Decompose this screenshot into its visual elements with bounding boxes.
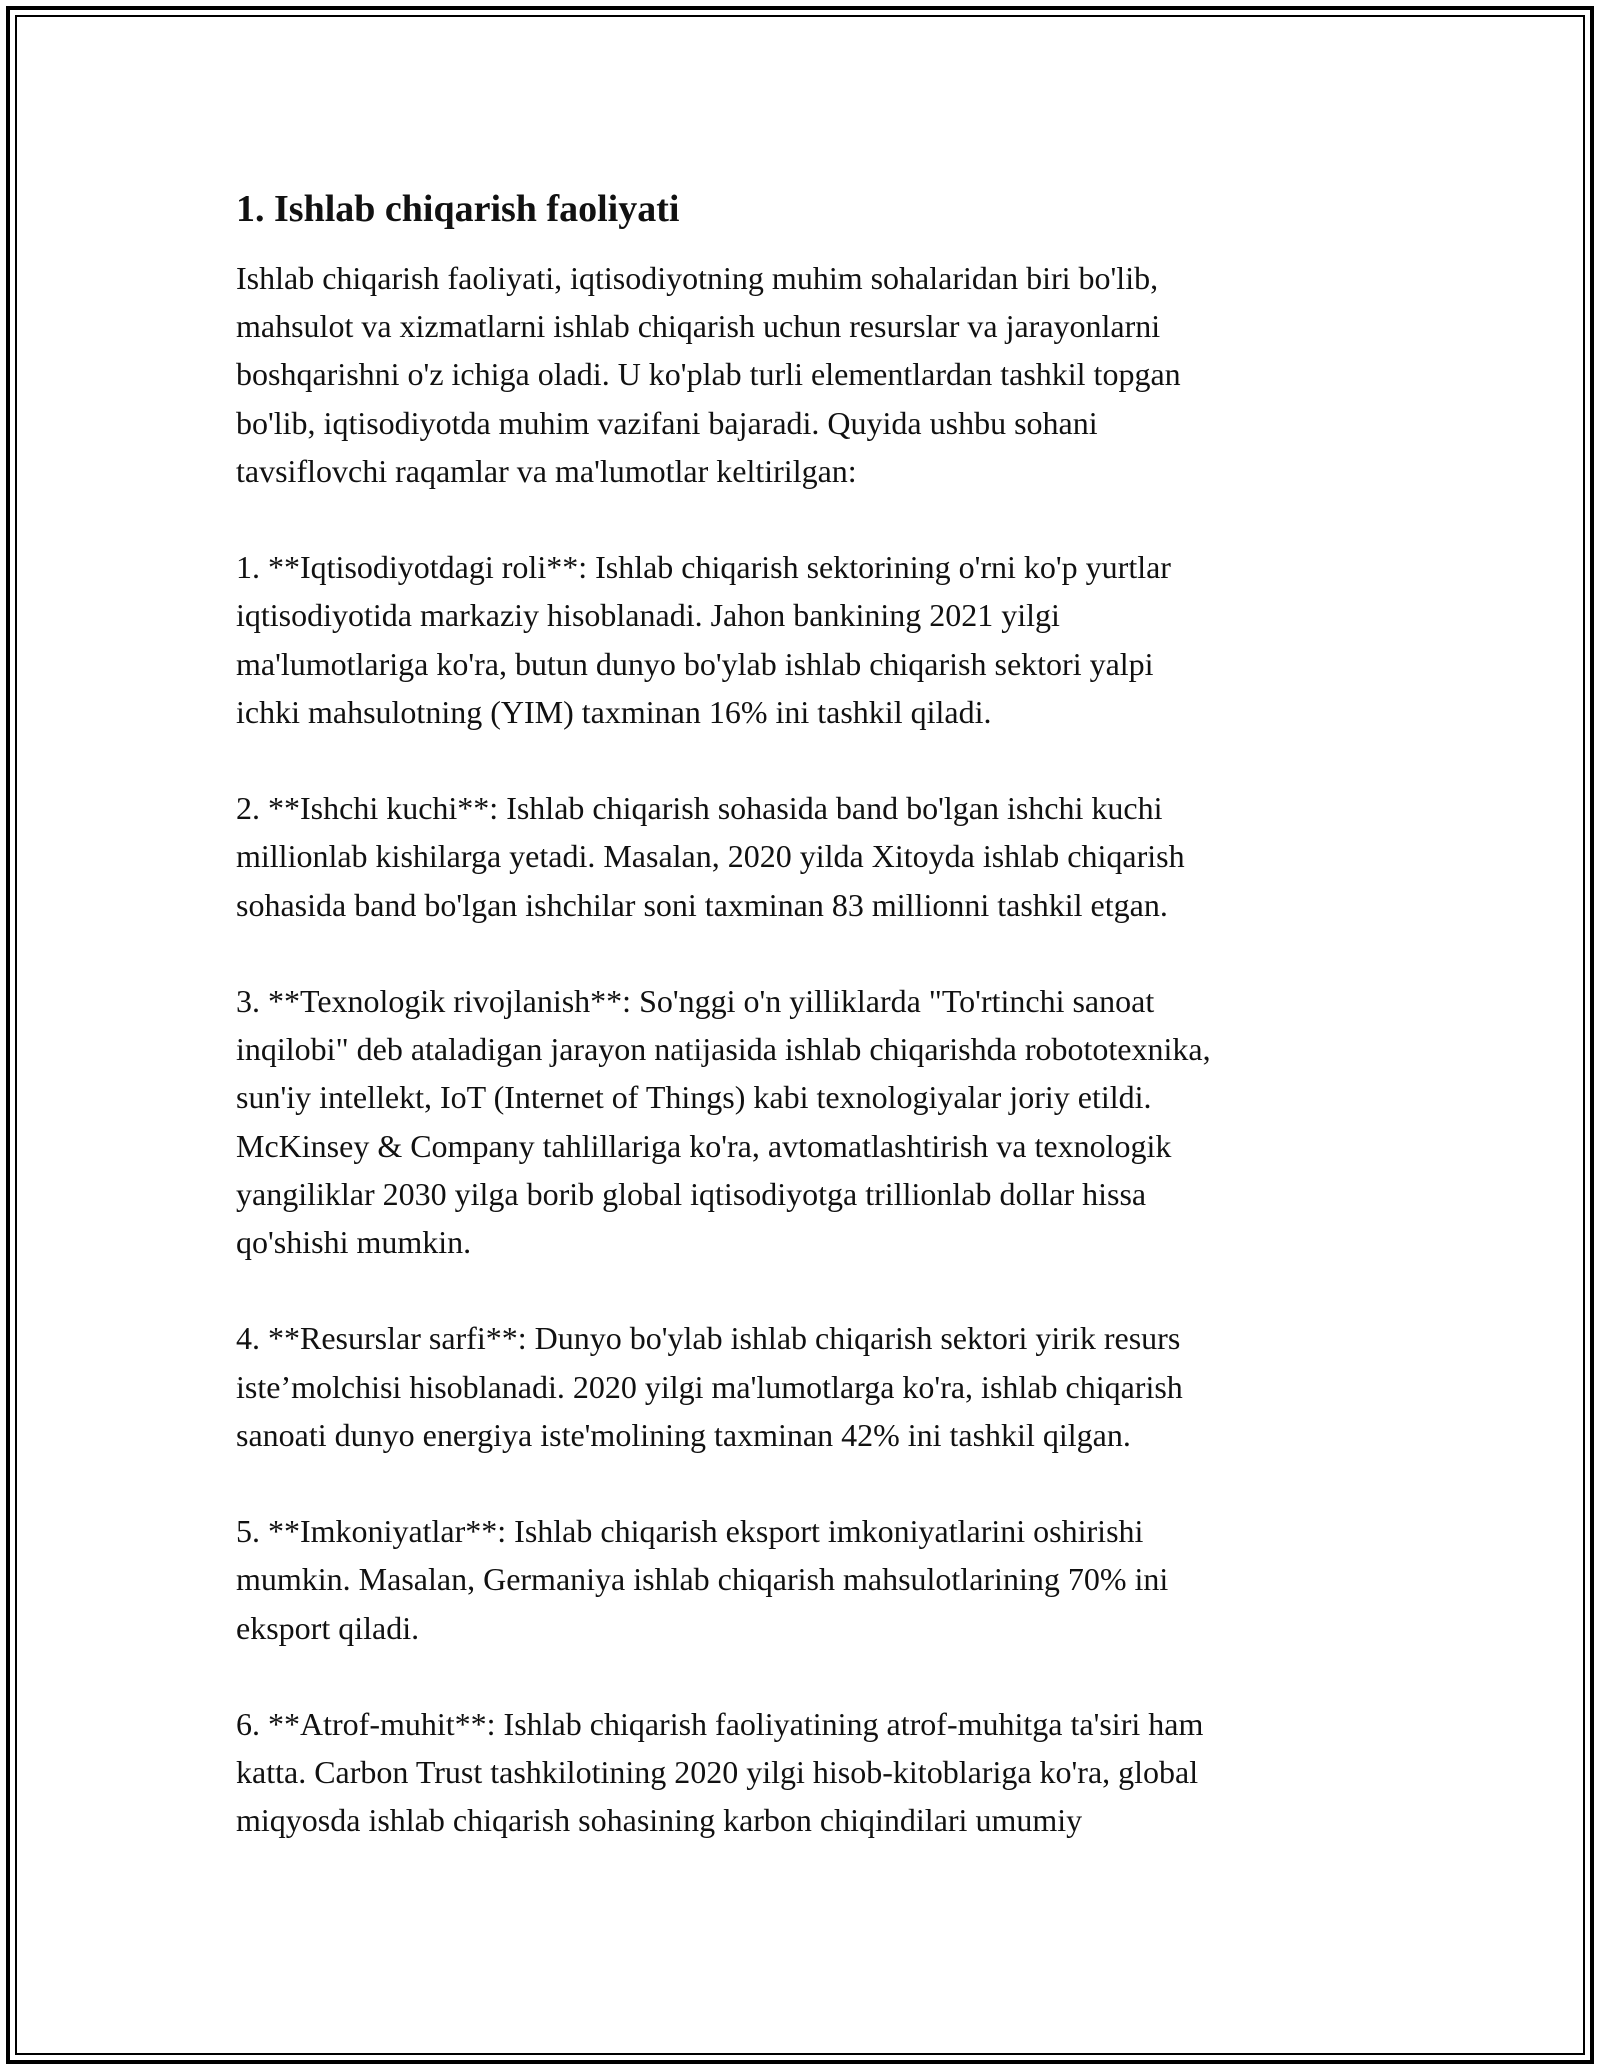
- list-item-economy-role: 1. **Iqtisodiyotdagi roli**: Ishlab chiqarish sektorining o'rni ko'p yurtlar iqtisodiyotida markaziy hisoblanadi. Jahon bankining 2021 yilgi ma'lumotlariga ko'ra, butun dunyo bo'ylab ishlab chiqarish sektori yalpi ichki mahsulotning (YIM) taxminan 16% ini tashkil qiladi.: [236, 549, 1171, 730]
- document-body: [236, 185, 1406, 1893]
- intro-paragraph: Ishlab chiqarish faoliyati, iqtisodiyotning muhim sohalaridan biri bo'lib, mahsulot va xizmatlarni ishlab chiqarish uchun resurslar va jarayonlarni boshqarishni o'z ichiga oladi. U ko'plab turli elementlardan tashkil topgan bo'lib, iqtisodiyotda muhim vazifani bajaradi. Quyida ushbu sohani tavsiflovchi raqamlar va ma'lumotlar keltirilgan:: [236, 260, 1181, 489]
- list-item-environment: 6. **Atrof-muhit**: Ishlab chiqarish faoliyatining atrof-muhitga ta'siri ham katta. Carbon Trust tashkilotining 2020 yilgi hisob-kitoblariga ko'ra, global miqyosda ishlab chiqarish sohasining karbon chiqindilari umumiy: [236, 1706, 1204, 1839]
- list-item-resources: 4. **Resurslar sarfi**: Dunyo bo'ylab ishlab chiqarish sektori yirik resurs iste’molchisi hisoblanadi. 2020 yilgi ma'lumotlarga ko'ra, ishlab chiqarish sanoati dunyo energiya iste'molining taxminan 42% ini tashkil qilgan.: [236, 1320, 1183, 1453]
- list-item-workforce: 2. **Ishchi kuchi**: Ishlab chiqarish sohasida band bo'lgan ishchi kuchi millionlab kishilarga yetadi. Masalan, 2020 yilda Xitoyda ishlab chiqarish sohasida band bo'lgan ishchilar soni taxminan 83 millionni tashkil etgan.: [236, 790, 1185, 923]
- list-item-technology: 3. **Texnologik rivojlanish**: So'nggi o'n yilliklarda "To'rtinchi sanoat inqilobi" deb ataladigan jarayon natijasida ishlab chiqarishda robototexnika, sun'iy intellekt, IoT (Internet of Things) kabi texnologiyalar joriy etildi. McKinsey & Company tahlillariga ko'ra, avtomatlashtirish va texnologik yangiliklar 2030 yilga borib global iqtisodiyotga trillionlab dollar hissa qo'shishi mumkin.: [236, 983, 1211, 1261]
- section-heading: 1. Ishlab chiqarish faoliyati: [236, 188, 680, 230]
- list-item-opportunities: 5. **Imkoniyatlar**: Ishlab chiqarish eksport imkoniyatlarini oshirishi mumkin. Masalan, Germaniya ishlab chiqarish mahsulotlarining 70% ini eksport qiladi.: [236, 1513, 1169, 1646]
